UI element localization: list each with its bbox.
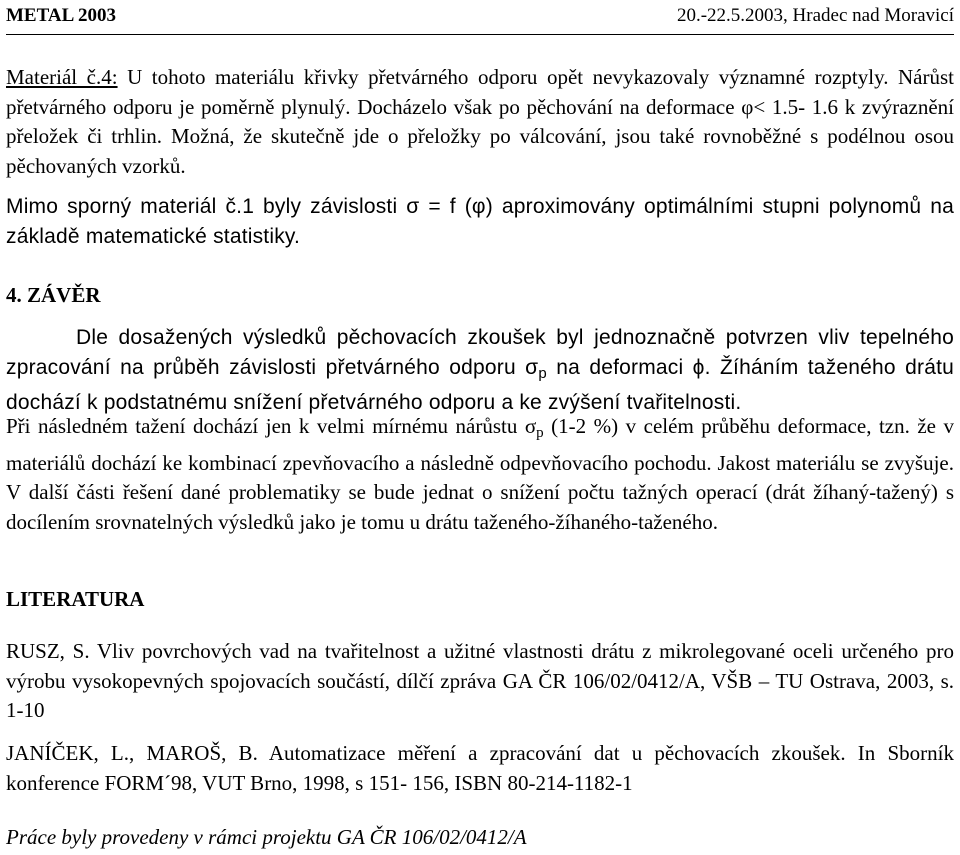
page-header — [6, 0, 954, 35]
material-4-paragraph — [6, 63, 954, 181]
reference-2: JANÍČEK, L., MAROŠ, B. Automatizace měření a zpracování dat u pěchovacích zkoušek. In Sborník konference FORM´98, VUT Brno, 1998, s 151- 156, ISBN 80-214-1182-1 — [6, 741, 954, 795]
sigma-subscript: p — [538, 364, 547, 382]
conference-date-place: 20.-22.5.2003, Hradec nad Moravicí — [676, 5, 954, 26]
conclusion-p1-text-b: na deformaci ϕ. Žíháním taženého drátu dochází k podstatnému snížení přetvárného odporu a ke zvýšení tvařitelnosti. — [6, 355, 954, 414]
material-1-paragraph: Mimo sporný materiál č.1 byly závislosti σ = f (φ) aproximovány optimálními stupni polynomů na základě matematické statistiky. — [6, 195, 954, 248]
conclusion-paragraph-1 — [6, 323, 954, 418]
section-heading-conclusion: 4. ZÁVĚR — [6, 283, 101, 307]
section-heading-literature: LITERATURA — [6, 587, 145, 611]
conclusion-p2-text-a: Při následném tažení dochází jen k velmi mírnému nárůstu σ — [6, 414, 537, 438]
conclusion-paragraph-2 — [6, 412, 954, 537]
reference-1: RUSZ, S. Vliv povrchových vad na tvařitelnost a užitné vlastnosti drátu z mikrolegované oceli určeného pro výrobu vysokopevných spojovacích součástí, dílčí zpráva GA ČR 106/02/0412/A, VŠB – TU Ostrava, 2003, s. 1-10 — [6, 639, 954, 722]
conference-title: METAL 2003 — [6, 5, 116, 26]
sigma-subscript: p — [536, 425, 544, 441]
conclusion-p1-text-a: Dle dosažených výsledků pěchovacích zkoušek byl jednoznačně potvrzen vliv tepelného zpracování na průběh závislosti přetvárného odporu σ — [6, 326, 954, 379]
material-4-text: U tohoto materiálu křivky přetvárného odporu opět nevykazovaly významné rozptyly. Nárůst přetvárného odporu je poměrně plynulý. Docházelo však po pěchování na deformace φ< 1.5- 1.6 k zvýraznění přeložek či trhlin. Možná, že skutečně jde o přeložky po válcování, jsou také rovnoběžné s podélnou osou pěchovaných vzorků. — [6, 65, 954, 178]
material-4-label: Materiál č.4: — [6, 65, 118, 89]
conclusion-p2-text-b: (1-2 %) v celém průběhu deformace, tzn. že v materiálů dochází ke kombinací zpevňovacího a následně odpevňovacího pochodu. Jakost materiálu se zvyšuje. V další části řešení dané problematiky se bude jednat o snížení počtu tažných operací (drát žíhaný-tažený) s docílením srovnatelných výsledků jako je tomu u drátu taženého-žíhaného-taženého. — [6, 414, 954, 534]
acknowledgement: Práce byly provedeny v rámci projektu GA ČR 106/02/0412/A — [6, 825, 527, 849]
